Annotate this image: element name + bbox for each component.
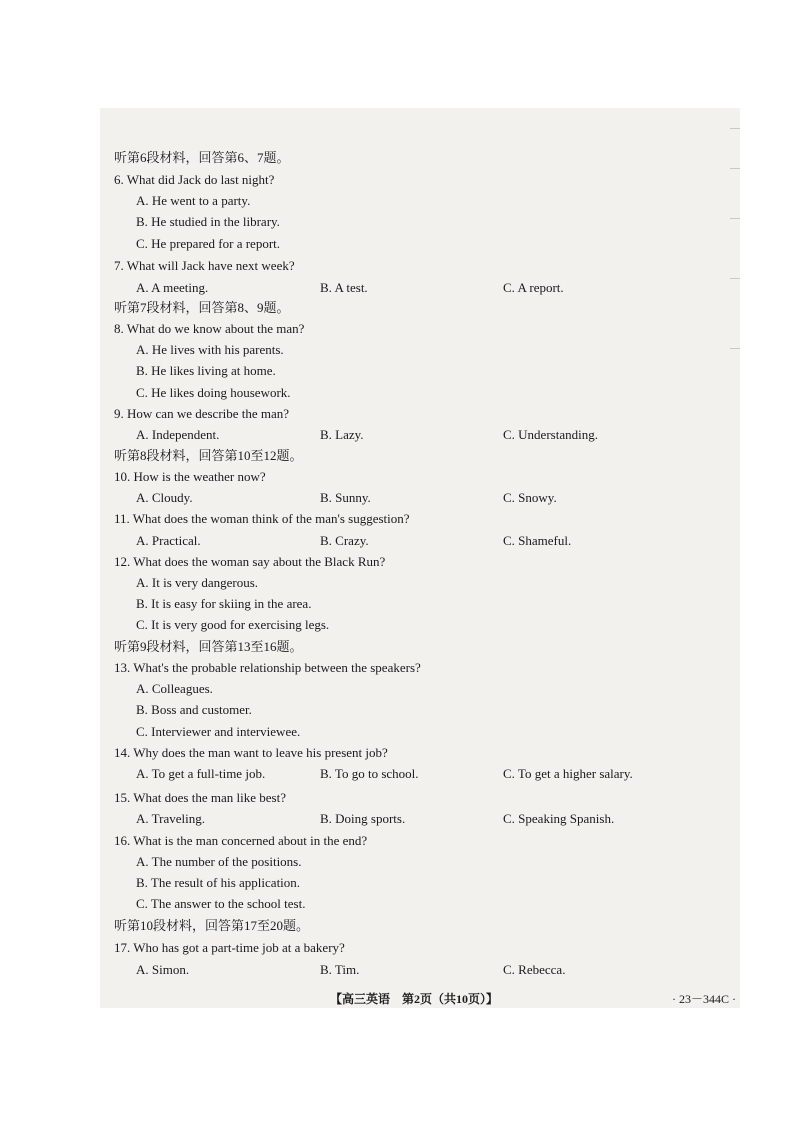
question-stem: 14. Why does the man want to leave his present job? [114, 745, 388, 760]
answer-option[interactable]: A. A meeting. [136, 280, 209, 295]
answer-option[interactable]: A. To get a full-time job. [136, 766, 266, 781]
edge-tick [730, 348, 740, 349]
answer-option[interactable]: B. Tim. [320, 962, 360, 977]
answer-option[interactable]: B. Lazy. [320, 427, 364, 442]
section-instruction: 听第10段材料，回答第17至20题。 [114, 918, 310, 933]
question-stem: 16. What is the man concerned about in the end? [114, 833, 368, 848]
question-stem: 15. What does the man like best? [114, 790, 286, 805]
answer-option[interactable]: C. To get a higher salary. [503, 766, 633, 781]
answer-option[interactable]: C. Rebecca. [503, 962, 566, 977]
answer-option[interactable]: C. Interviewer and interviewee. [136, 724, 301, 739]
question-stem: 6. What did Jack do last night? [114, 172, 275, 187]
answer-option[interactable]: A. The number of the positions. [136, 854, 302, 869]
answer-option[interactable]: A. Practical. [136, 533, 201, 548]
answer-option[interactable]: A. Independent. [136, 427, 220, 442]
edge-tick [730, 168, 740, 169]
answer-option[interactable]: C. Snowy. [503, 490, 557, 505]
answer-option[interactable]: A. Cloudy. [136, 490, 193, 505]
question-stem: 10. How is the weather now? [114, 469, 266, 484]
answer-option[interactable]: C. He likes doing housework. [136, 385, 291, 400]
answer-option[interactable]: A. He went to a party. [136, 193, 251, 208]
question-stem: 8. What do we know about the man? [114, 321, 305, 336]
section-instruction: 听第9段材料，回答第13至16题。 [114, 639, 303, 654]
answer-option[interactable]: B. Boss and customer. [136, 702, 252, 717]
edge-tick [730, 128, 740, 129]
answer-option[interactable]: C. He prepared for a report. [136, 236, 281, 251]
answer-option[interactable]: A. Colleagues. [136, 681, 213, 696]
answer-option[interactable]: C. Understanding. [503, 427, 598, 442]
question-stem: 11. What does the woman think of the man's suggestion? [114, 511, 410, 526]
answer-option[interactable]: B. To go to school. [320, 766, 419, 781]
section-instruction: 听第7段材料，回答第8、9题。 [114, 300, 290, 315]
answer-option[interactable]: B. A test. [320, 280, 368, 295]
answer-option[interactable]: B. It is easy for skiing in the area. [136, 596, 312, 611]
answer-option[interactable]: B. Sunny. [320, 490, 371, 505]
edge-tick [730, 218, 740, 219]
answer-option[interactable]: A. He lives with his parents. [136, 342, 284, 357]
question-stem: 13. What's the probable relationship between the speakers? [114, 660, 421, 675]
answer-option[interactable]: B. He studied in the library. [136, 214, 280, 229]
answer-option[interactable]: C. Shameful. [503, 533, 572, 548]
question-stem: 7. What will Jack have next week? [114, 258, 295, 273]
question-stem: 12. What does the woman say about the Black Run? [114, 554, 386, 569]
answer-option[interactable]: A. It is very dangerous. [136, 575, 259, 590]
answer-option[interactable]: C. It is very good for exercising legs. [136, 617, 330, 632]
question-stem: 17. Who has got a part-time job at a bakery? [114, 940, 345, 955]
section-instruction: 听第8段材料，回答第10至12题。 [114, 448, 303, 463]
question-stem: 9. How can we describe the man? [114, 406, 290, 421]
answer-option[interactable]: C. The answer to the school test. [136, 896, 306, 911]
answer-option[interactable]: B. Crazy. [320, 533, 369, 548]
answer-option[interactable]: B. He likes living at home. [136, 363, 276, 378]
answer-option[interactable]: C. A report. [503, 280, 564, 295]
answer-option[interactable]: B. The result of his application. [136, 875, 301, 890]
section-instruction: 听第6段材料，回答第6、7题。 [114, 150, 290, 165]
answer-option[interactable]: B. Doing sports. [320, 811, 406, 826]
page-footer-code: · 23－344C · [672, 992, 736, 1006]
page-footer-title: 【高三英语 第2页（共10页）】 [330, 992, 499, 1006]
answer-option[interactable]: C. Speaking Spanish. [503, 811, 615, 826]
answer-option[interactable]: A. Traveling. [136, 811, 205, 826]
edge-tick [730, 278, 740, 279]
answer-option[interactable]: A. Simon. [136, 962, 190, 977]
